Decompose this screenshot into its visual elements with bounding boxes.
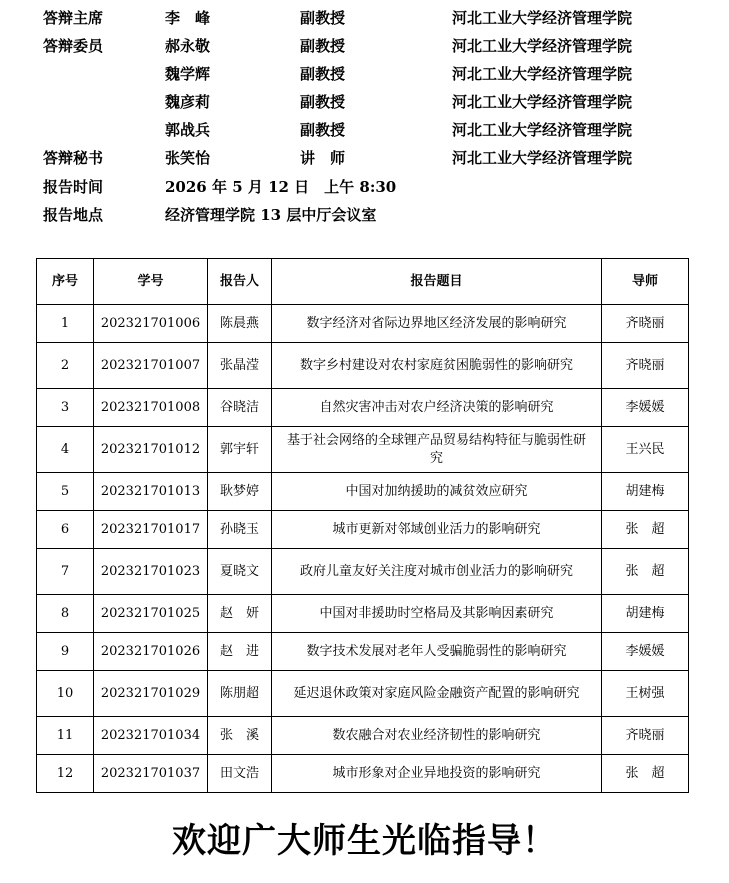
row-number: 11: [37, 717, 94, 755]
row-presenter: 张晶滢: [208, 343, 272, 389]
member-name: 郝永敬: [165, 37, 211, 55]
welcome-message: 欢迎广大师生光临指导！: [172, 821, 557, 861]
table-row: [37, 427, 689, 473]
row-number: 12: [37, 755, 94, 793]
secretary-role: 答辩秘书: [43, 149, 104, 167]
table-row: [37, 755, 689, 793]
row-advisor: 张 超: [602, 511, 689, 549]
row-student-id: 202321701029: [94, 671, 208, 717]
header-presenter: 报告人: [208, 259, 272, 305]
member-title: 副教授: [300, 93, 346, 111]
row-number: 9: [37, 633, 94, 671]
member-title: 副教授: [300, 65, 346, 83]
row-advisor: 王树强: [602, 671, 689, 717]
table-row: [37, 389, 689, 427]
table-row: [37, 549, 689, 595]
row-advisor: 齐晓丽: [602, 717, 689, 755]
row-student-id: 202321701017: [94, 511, 208, 549]
report-time-row: [0, 173, 729, 201]
member-unit: 河北工业大学经济管理学院: [452, 37, 633, 55]
table-row: [37, 671, 689, 717]
row-topic: 城市更新对邻域创业活力的影响研究: [272, 511, 602, 549]
row-topic: 数字乡村建设对农村家庭贫困脆弱性的影响研究: [272, 343, 602, 389]
table-row: [37, 473, 689, 511]
report-time-value: 2026 年 5 月 12 日 上午 8:30: [165, 178, 397, 196]
row-advisor: 王兴民: [602, 427, 689, 473]
row-advisor: 李媛媛: [602, 633, 689, 671]
row-advisor: 李媛媛: [602, 389, 689, 427]
chair-unit: 河北工业大学经济管理学院: [452, 9, 633, 27]
row-presenter: 赵 进: [208, 633, 272, 671]
row-topic: 中国对非援助时空格局及其影响因素研究: [272, 595, 602, 633]
row-student-id: 202321701026: [94, 633, 208, 671]
table-row: [37, 305, 689, 343]
row-topic: 数字技术发展对老年人受骗脆弱性的影响研究: [272, 633, 602, 671]
secretary-title: 讲 师: [300, 149, 346, 167]
row-presenter: 耿梦婷: [208, 473, 272, 511]
row-student-id: 202321701025: [94, 595, 208, 633]
secretary-unit: 河北工业大学经济管理学院: [452, 149, 633, 167]
row-student-id: 202321701007: [94, 343, 208, 389]
row-advisor: 胡建梅: [602, 473, 689, 511]
row-topic: 数字经济对省际边界地区经济发展的影响研究: [272, 305, 602, 343]
row-presenter: 夏晓文: [208, 549, 272, 595]
row-student-id: 202321701013: [94, 473, 208, 511]
row-presenter: 赵 妍: [208, 595, 272, 633]
report-location-row: [0, 201, 729, 229]
table-row: [37, 511, 689, 549]
row-advisor: 张 超: [602, 755, 689, 793]
row-presenter: 郭宇轩: [208, 427, 272, 473]
row-presenter: 谷晓洁: [208, 389, 272, 427]
member-title: 副教授: [300, 121, 346, 139]
row-student-id: 202321701037: [94, 755, 208, 793]
row-number: 2: [37, 343, 94, 389]
member-name: 魏学辉: [165, 65, 211, 83]
member-row: [0, 88, 729, 116]
secretary-name: 张笑怡: [165, 149, 211, 167]
chair-role: 答辩主席: [43, 9, 104, 27]
row-student-id: 202321701006: [94, 305, 208, 343]
row-student-id: 202321701008: [94, 389, 208, 427]
header-number: 序号: [37, 259, 94, 305]
schedule-table: [36, 258, 689, 793]
chair-row: [0, 4, 729, 32]
table-row: [37, 717, 689, 755]
chair-name: 李 峰: [165, 9, 211, 27]
table-row: [37, 343, 689, 389]
row-advisor: 胡建梅: [602, 595, 689, 633]
members-role: 答辩委员: [43, 37, 104, 55]
row-presenter: 陈晨燕: [208, 305, 272, 343]
member-row: [0, 116, 729, 144]
row-topic: 中国对加纳援助的减贫效应研究: [272, 473, 602, 511]
member-row: [0, 32, 729, 60]
row-student-id: 202321701034: [94, 717, 208, 755]
row-presenter: 田文浩: [208, 755, 272, 793]
table-row: [37, 633, 689, 671]
member-name: 郭战兵: [165, 121, 211, 139]
row-number: 4: [37, 427, 94, 473]
row-topic: 数农融合对农业经济韧性的影响研究: [272, 717, 602, 755]
row-number: 6: [37, 511, 94, 549]
row-presenter: 陈朋超: [208, 671, 272, 717]
row-topic: 政府儿童友好关注度对城市创业活力的影响研究: [272, 549, 602, 595]
row-presenter: 张 溪: [208, 717, 272, 755]
row-student-id: 202321701023: [94, 549, 208, 595]
row-number: 5: [37, 473, 94, 511]
row-number: 3: [37, 389, 94, 427]
header-advisor: 导师: [602, 259, 689, 305]
row-number: 8: [37, 595, 94, 633]
table-header-row: [37, 259, 689, 305]
header-topic: 报告题目: [272, 259, 602, 305]
row-advisor: 齐晓丽: [602, 305, 689, 343]
member-name: 魏彦莉: [165, 93, 211, 111]
report-location-value: 经济管理学院 13 层中厅会议室: [165, 206, 377, 224]
member-unit: 河北工业大学经济管理学院: [452, 121, 633, 139]
member-row: [0, 60, 729, 88]
member-title: 副教授: [300, 37, 346, 55]
row-number: 1: [37, 305, 94, 343]
row-advisor: 齐晓丽: [602, 343, 689, 389]
row-topic: 延迟退休政策对家庭风险金融资产配置的影响研究: [272, 671, 602, 717]
row-topic: 城市形象对企业异地投资的影响研究: [272, 755, 602, 793]
member-unit: 河北工业大学经济管理学院: [452, 93, 633, 111]
member-unit: 河北工业大学经济管理学院: [452, 65, 633, 83]
row-topic: 基于社会网络的全球锂产品贸易结构特征与脆弱性研究: [272, 427, 602, 473]
row-number: 7: [37, 549, 94, 595]
secretary-row: [0, 144, 729, 172]
row-advisor: 张 超: [602, 549, 689, 595]
table-row: [37, 595, 689, 633]
report-time-label: 报告时间: [43, 178, 104, 196]
header-student-id: 学号: [94, 259, 208, 305]
chair-title: 副教授: [300, 9, 346, 27]
row-number: 10: [37, 671, 94, 717]
row-presenter: 孙晓玉: [208, 511, 272, 549]
report-location-label: 报告地点: [43, 206, 104, 224]
row-student-id: 202321701012: [94, 427, 208, 473]
row-topic: 自然灾害冲击对农户经济决策的影响研究: [272, 389, 602, 427]
